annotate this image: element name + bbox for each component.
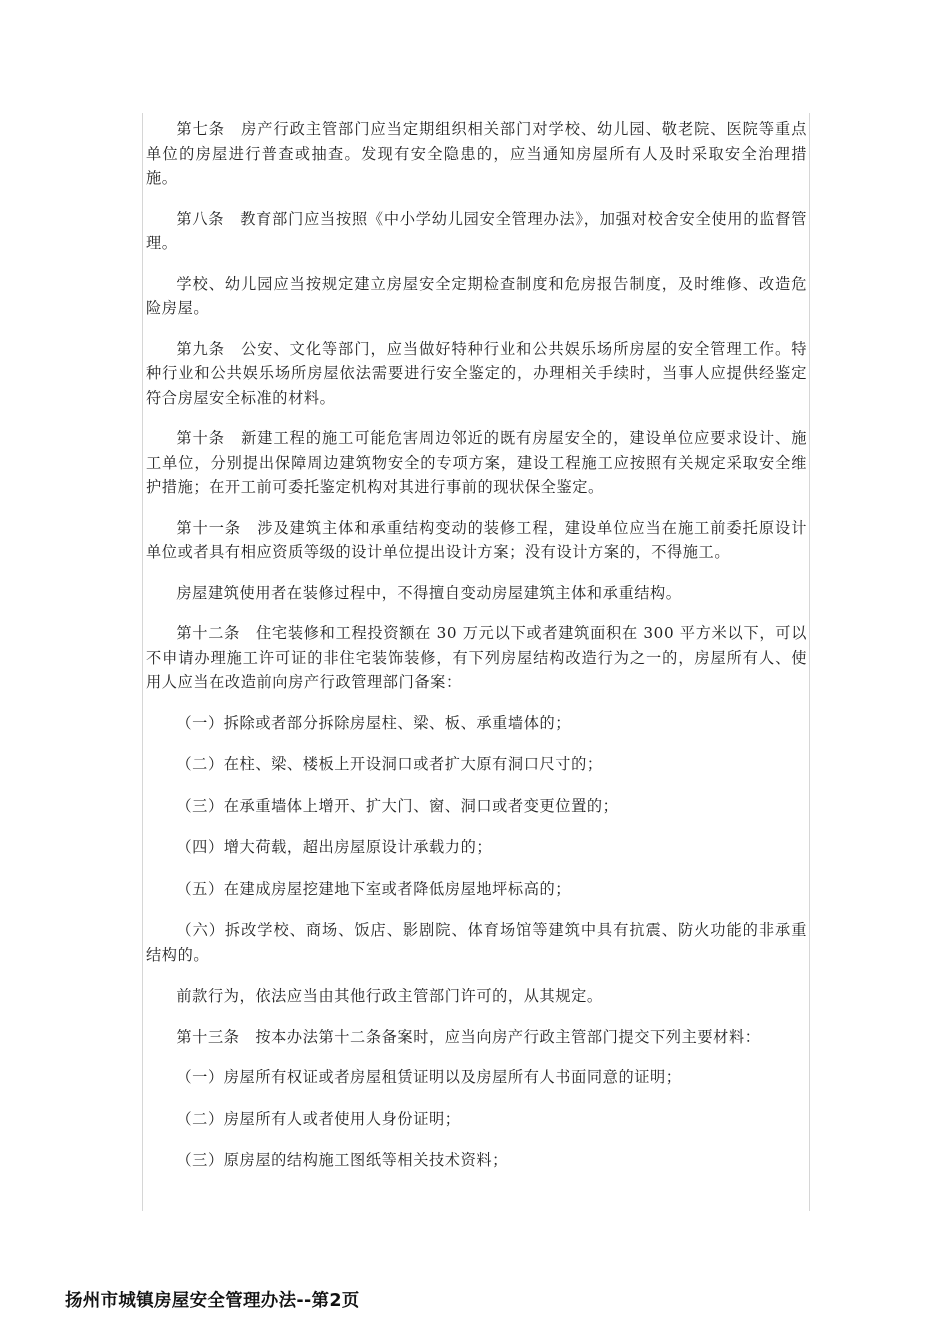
- article-12-item-5: （五）在建成房屋挖建地下室或者降低房屋地坪标高的；: [176, 879, 572, 898]
- footer-page-title: 扬州市城镇房屋安全管理办法--第2页: [65, 1291, 360, 1311]
- article-13-item-1: （一）房屋所有权证或者房屋租赁证明以及房屋所有人书面同意的证明；: [176, 1068, 682, 1086]
- article-7: 第七条 房产行政主管部门应当定期组织相关部门对学校、幼儿园、敬老院、医院等重点单位的房屋进行普查或抽查。发现有安全隐患的，应当通知房屋所有人及时采取安全治理措施。: [146, 120, 807, 187]
- article-13: 第十三条 按本办法第十二条备案时，应当向房产行政主管部门提交下列主要材料：: [176, 1027, 761, 1046]
- article-8: 第八条 教育部门应当按照《中小学幼儿园安全管理办法》，加强对校舍安全使用的监督管理。: [146, 209, 807, 252]
- article-13-item-3: （三）原房屋的结构施工图纸等相关技术资料；: [176, 1151, 508, 1169]
- article-11-paragraph-2: 房屋建筑使用者在装修过程中，不得擅自变动房屋建筑主体和承重结构。: [176, 583, 682, 602]
- article-10: 第十条 新建工程的施工可能危害周边邻近的既有房屋安全的，建设单位应要求设计、施工单位，分别提出保障周边建筑物安全的专项方案，建设工程施工应按照有关规定采取安全维护措施；在开工前可委托鉴定机构对其进行事前的现状保全鉴定。: [146, 429, 807, 496]
- article-12-item-3: （三）在承重墙体上增开、扩大门、窗、洞口或者变更位置的；: [176, 796, 619, 815]
- document-page-body: [142, 113, 810, 1211]
- article-12-item-4: （四）增大荷载，超出房屋原设计承载力的；: [176, 838, 493, 856]
- article-12-paragraph-2: 前款行为，依法应当由其他行政主管部门许可的，从其规定。: [176, 987, 603, 1005]
- article-8-paragraph-2: 学校、幼儿园应当按规定建立房屋安全定期检查制度和危房报告制度，及时维修、改造危险房屋。: [146, 274, 807, 317]
- article-12-item-1: （一）拆除或者部分拆除房屋柱、梁、板、承重墙体的；: [176, 713, 572, 732]
- article-12-item-2: （二）在柱、梁、楼板上开设洞口或者扩大原有洞口尺寸的；: [176, 755, 603, 773]
- article-13-item-2: （二）房屋所有人或者使用人身份证明；: [176, 1109, 461, 1128]
- article-9: 第九条 公安、文化等部门，应当做好特种行业和公共娱乐场所房屋的安全管理工作。特种行业和公共娱乐场所房屋依法需要进行安全鉴定的，办理相关手续时，当事人应提供经鉴定符合房屋安全标准的材料。: [146, 339, 807, 407]
- article-12: 第十二条 住宅装修和工程投资额在 30 万元以下或者建筑面积在 300 平方米以下，可以不申请办理施工许可证的非住宅装饰装修，有下列房屋结构改造行为之一的，房屋所有人、使用人应当在改造前向房产行政管理部门备案：: [146, 624, 807, 691]
- article-11: 第十一条 涉及建筑主体和承重结构变动的装修工程，建设单位应当在施工前委托原设计单位或者具有相应资质等级的设计单位提出设计方案；没有设计方案的，不得施工。: [146, 518, 807, 561]
- document-text: [143, 113, 809, 1173]
- article-12-item-6: （六）拆改学校、商场、饭店、影剧院、体育场馆等建筑中具有抗震、防火功能的非承重结构的。: [146, 921, 807, 964]
